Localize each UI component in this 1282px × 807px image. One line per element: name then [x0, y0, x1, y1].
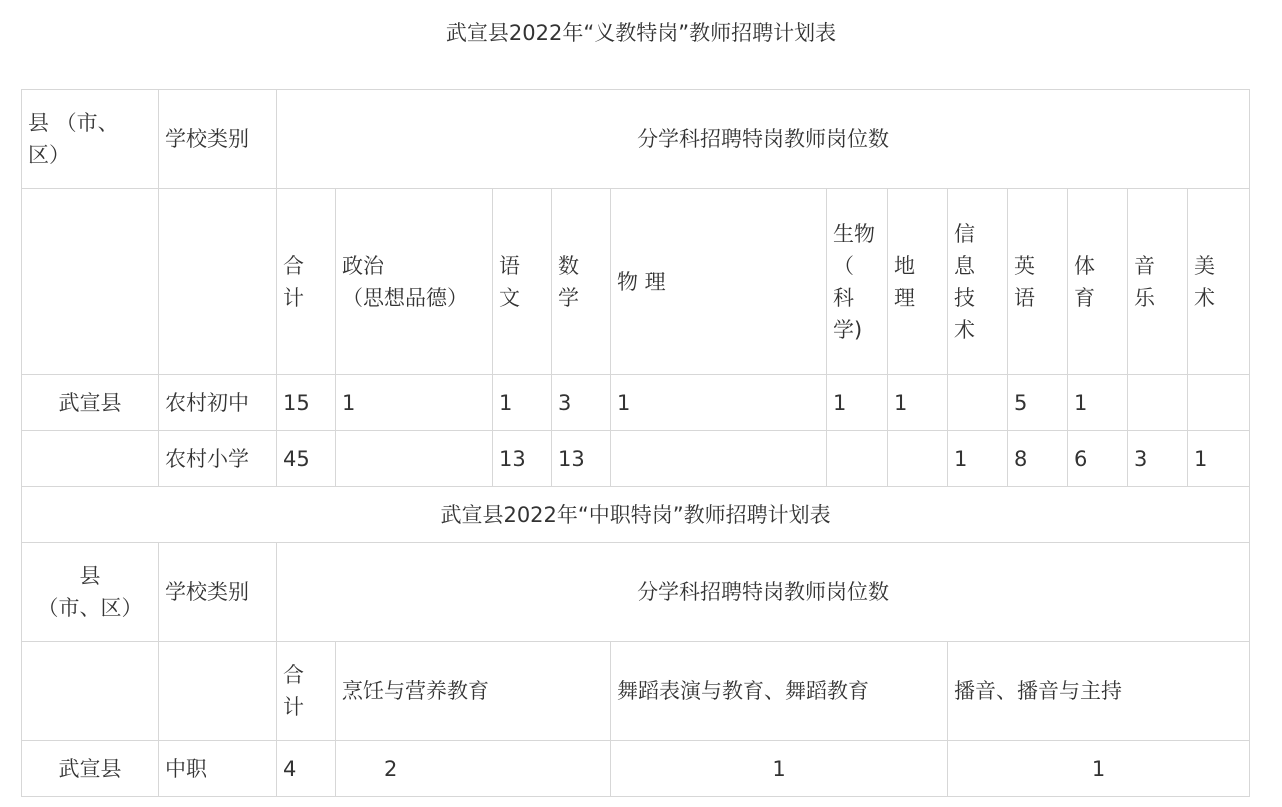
physics-cell: 1 [611, 375, 827, 431]
chinese-cell: 1 [493, 375, 552, 431]
music-cell [1128, 375, 1188, 431]
total-cell: 45 [277, 431, 336, 487]
math-cell: 3 [552, 375, 611, 431]
t2-title-row [22, 487, 1250, 543]
table-row [22, 375, 1250, 431]
physics-cell [611, 431, 827, 487]
table-row [22, 741, 1250, 797]
politics-cell: 1 [336, 375, 493, 431]
table-row [22, 431, 1250, 487]
subject-pe: 体 育 [1068, 189, 1128, 375]
county-cell [22, 431, 159, 487]
school-type-cell: 农村小学 [159, 431, 277, 487]
music-cell: 3 [1128, 431, 1188, 487]
math-cell: 13 [552, 431, 611, 487]
subject-dance: 舞蹈表演与教育、舞蹈教育 [611, 642, 948, 741]
t1-subjects-header: 分学科招聘特岗教师岗位数 [277, 90, 1250, 189]
empty-cell [159, 642, 277, 741]
subject-chinese: 语 文 [493, 189, 552, 375]
biology-cell: 1 [827, 375, 888, 431]
school-type-cell: 农村初中 [159, 375, 277, 431]
county-cell: 武宣县 [22, 375, 159, 431]
subject-english: 英 语 [1008, 189, 1068, 375]
subject-it: 信 息 技 术 [948, 189, 1008, 375]
subject-biology: 生物 （ 科 学) [827, 189, 888, 375]
t2-school-type-header: 学校类别 [159, 543, 277, 642]
geography-cell: 1 [888, 375, 948, 431]
t2-title: 武宣县2022年“中职特岗”教师招聘计划表 [22, 487, 1250, 543]
subject-art: 美 术 [1188, 189, 1250, 375]
geography-cell [888, 431, 948, 487]
county-cell: 武宣县 [22, 741, 159, 797]
subject-politics: 政治 （思想品德） [336, 189, 493, 375]
t1-school-type-header: 学校类别 [159, 90, 277, 189]
cooking-cell: 2 [336, 741, 611, 797]
subject-math: 数 学 [552, 189, 611, 375]
t2-subject-row [22, 642, 1250, 741]
subject-broadcast: 播音、播音与主持 [948, 642, 1250, 741]
total-cell: 4 [277, 741, 336, 797]
subject-music: 音 乐 [1128, 189, 1188, 375]
page-title: 武宣县2022年“义教特岗”教师招聘计划表 [445, 21, 837, 45]
politics-cell [336, 431, 493, 487]
chinese-cell: 13 [493, 431, 552, 487]
empty-cell [22, 189, 159, 375]
pe-cell: 1 [1068, 375, 1128, 431]
art-cell [1188, 375, 1250, 431]
subject-total: 合 计 [277, 642, 336, 741]
subject-physics: 物 理 [611, 189, 827, 375]
subject-geography: 地 理 [888, 189, 948, 375]
subject-cooking: 烹饪与营养教育 [336, 642, 611, 741]
t1-header-row [22, 90, 1250, 189]
art-cell: 1 [1188, 431, 1250, 487]
english-cell: 8 [1008, 431, 1068, 487]
it-cell: 1 [948, 431, 1008, 487]
broadcast-cell: 1 [948, 741, 1250, 797]
pe-cell: 6 [1068, 431, 1128, 487]
t1-county-header: 县 （市、 区） [22, 90, 159, 189]
empty-cell [159, 189, 277, 375]
t2-county-header: 县 （市、区） [22, 543, 159, 642]
recruitment-table [21, 89, 1250, 797]
t1-subject-row [22, 189, 1250, 375]
empty-cell [22, 642, 159, 741]
total-cell: 15 [277, 375, 336, 431]
subject-total: 合 计 [277, 189, 336, 375]
t2-subjects-header: 分学科招聘特岗教师岗位数 [277, 543, 1250, 642]
dance-cell: 1 [611, 741, 948, 797]
english-cell: 5 [1008, 375, 1068, 431]
it-cell [948, 375, 1008, 431]
biology-cell [827, 431, 888, 487]
t2-header-row [22, 543, 1250, 642]
school-type-cell: 中职 [159, 741, 277, 797]
